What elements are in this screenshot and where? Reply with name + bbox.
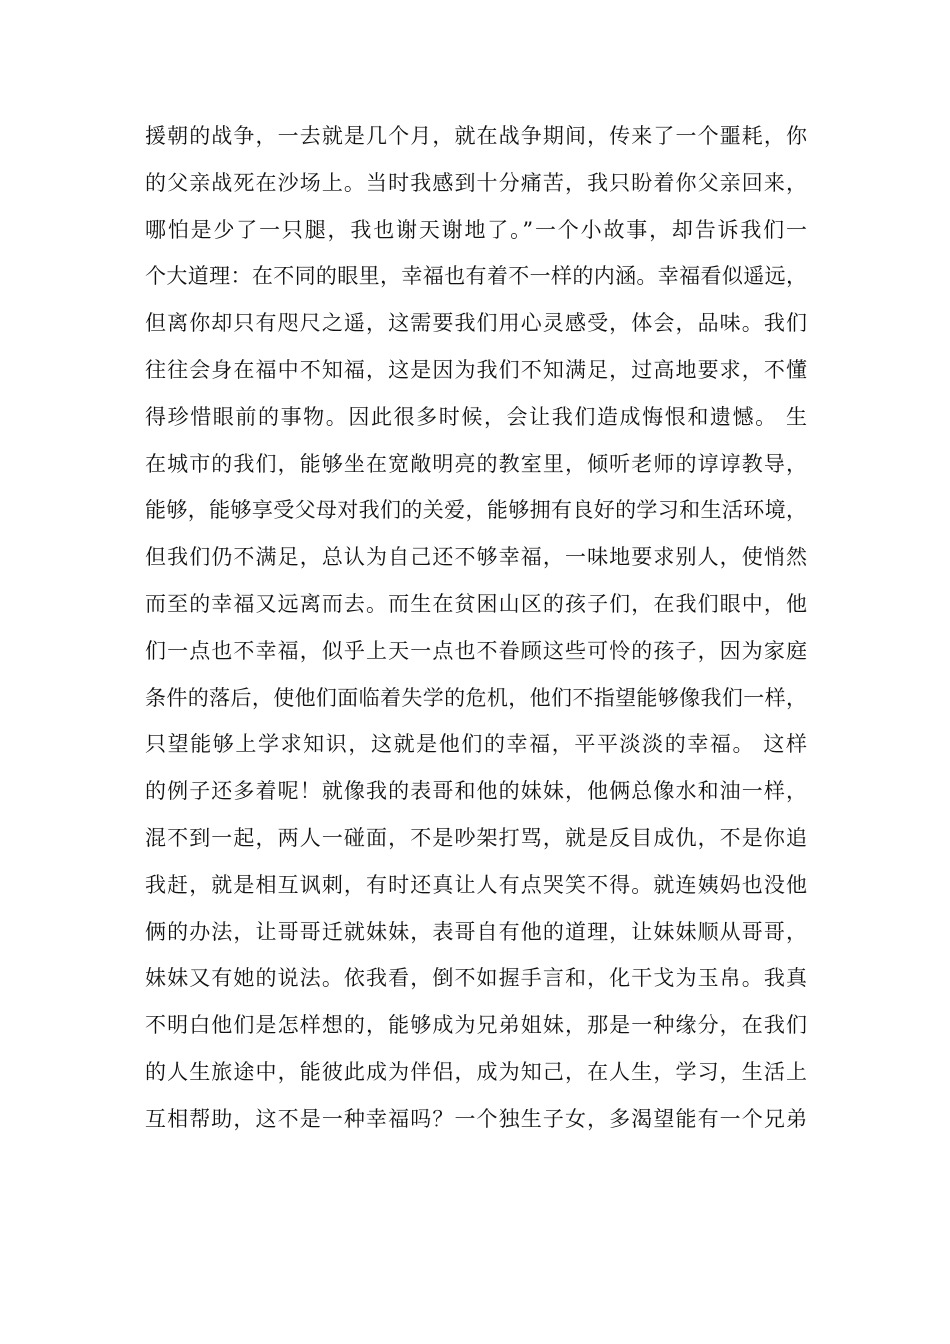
text-line-22: 互相帮助，这不是一种幸福吗？一个独生子女，多渴望能有一个兄弟 [145, 1106, 807, 1131]
text-line-12: 们一点也不幸福，似乎上天一点也不眷顾这些可怜的孩子，因为家庭 [145, 638, 807, 663]
text-line-11: 而至的幸福又远离而去。而生在贫困山区的孩子们，在我们眼中，他 [145, 591, 807, 616]
body-text [145, 113, 807, 1143]
text-line-15: 的例子还多着呢！就像我的表哥和他的妹妹，他俩总像水和油一样， [145, 779, 807, 804]
text-line-6: 往往会身在福中不知福，这是因为我们不知满足，过高地要求，不懂 [145, 357, 807, 382]
text-line-3: 哪怕是少了一只腿，我也谢天谢地了。”一个小故事，却告诉我们一 [145, 217, 807, 242]
text-line-18: 俩的办法，让哥哥迁就妹妹，表哥自有他的道理，让妹妹顺从哥哥， [145, 919, 807, 944]
text-line-21: 的人生旅途中，能彼此成为伴侣，成为知己，在人生，学习，生活上 [145, 1059, 807, 1084]
text-line-7: 得珍惜眼前的事物。因此很多时候，会让我们造成悔恨和遗憾。 生 [145, 404, 807, 429]
text-line-8: 在城市的我们，能够坐在宽敞明亮的教室里，倾听老师的谆谆教导， [145, 451, 807, 476]
text-line-16: 混不到一起，两人一碰面，不是吵架打骂，就是反目成仇，不是你追 [145, 825, 807, 850]
text-line-4: 个大道理：在不同的眼里，幸福也有着不一样的内涵。幸福看似遥远， [145, 264, 807, 289]
text-line-13: 条件的落后，使他们面临着失学的危机，他们不指望能够像我们一样， [145, 685, 807, 710]
text-line-19: 妹妹又有她的说法。依我看，倒不如握手言和，化干戈为玉帛。我真 [145, 966, 807, 991]
text-line-2: 的父亲战死在沙场上。当时我感到十分痛苦，我只盼着你父亲回来， [145, 170, 807, 195]
text-line-20: 不明白他们是怎样想的，能够成为兄弟姐妹，那是一种缘分，在我们 [145, 1013, 807, 1038]
text-line-14: 只望能够上学求知识，这就是他们的幸福，平平淡淡的幸福。 这样 [145, 732, 807, 757]
text-line-17: 我赶，就是相互讽刺，有时还真让人有点哭笑不得。就连姨妈也没他 [145, 872, 807, 897]
text-line-5: 但离你却只有咫尺之遥，这需要我们用心灵感受，体会，品味。我们 [145, 311, 807, 336]
text-line-10: 但我们仍不满足，总认为自己还不够幸福，一味地要求别人，使悄然 [145, 545, 807, 570]
text-line-1: 援朝的战争，一去就是几个月，就在战争期间，传来了一个噩耗，你 [145, 124, 807, 148]
text-line-9: 能够，能够享受父母对我们的关爱，能够拥有良好的学习和生活环境， [145, 498, 807, 523]
